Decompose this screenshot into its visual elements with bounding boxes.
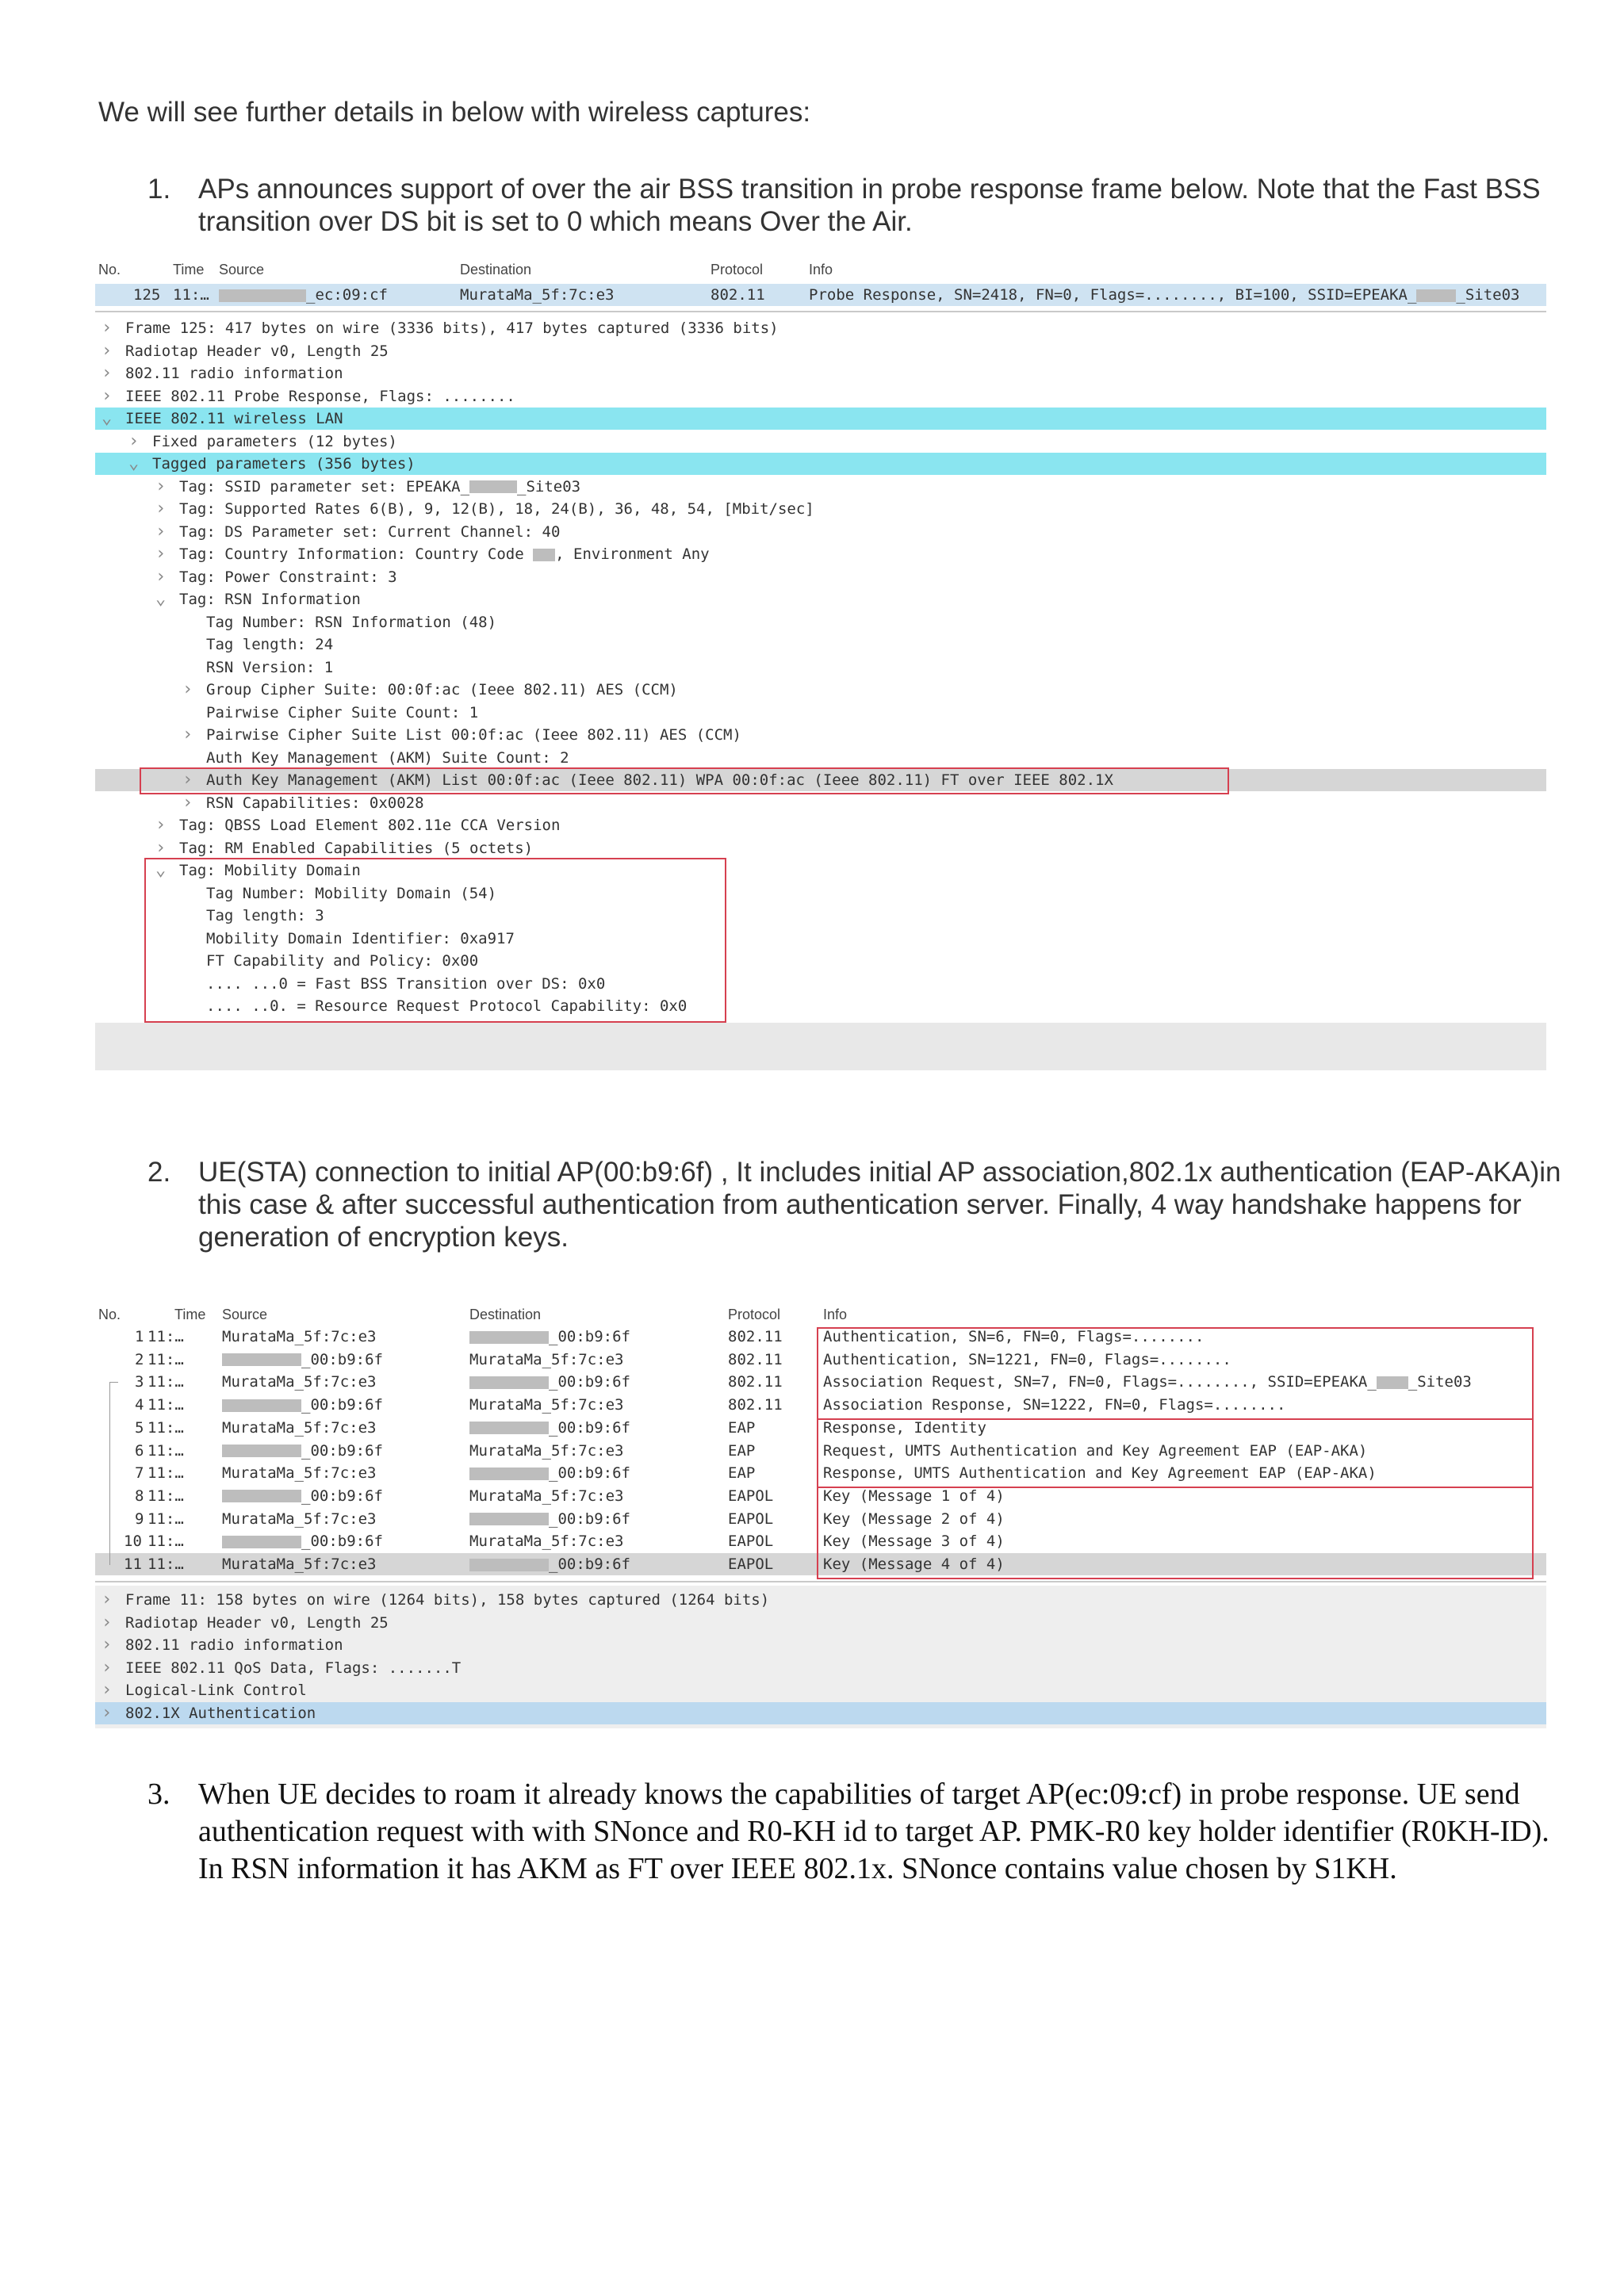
packet-source: MurataMa_5f:7c:e3: [222, 1418, 377, 1437]
tree-node-text: Pairwise Cipher Suite Count: 1: [206, 703, 479, 721]
tree-node[interactable]: [95, 792, 1546, 814]
packet-info: Request, UMTS Authentication and Key Agreement EAP (EAP-AKA): [823, 1441, 1368, 1460]
tree-node-text: Tag length: 24: [206, 636, 334, 653]
tree-node-text: Tag: SSID parameter set: EPEAKA_ _Site03: [179, 477, 581, 496]
packet-protocol: EAPOL: [728, 1533, 774, 1551]
expander-icon[interactable]: ⌄: [102, 408, 113, 428]
tree-node[interactable]: [95, 430, 1546, 453]
packet-destination: _00:b9:6f: [469, 1417, 630, 1439]
packet-destination: _00:b9:6f: [469, 1553, 630, 1575]
tree-node[interactable]: [95, 633, 1546, 656]
tree-node[interactable]: [95, 385, 1546, 408]
highlight-mobility-domain: [144, 858, 726, 1023]
tree-node-text: Tag: DS Parameter set: Current Channel: 40: [179, 522, 561, 541]
expander-icon[interactable]: ›: [128, 430, 140, 451]
packet-time: 11:…: [147, 1533, 184, 1551]
expander-icon[interactable]: ›: [155, 499, 167, 519]
col-time[interactable]: Time: [174, 1307, 206, 1322]
packet-no: 9: [135, 1510, 144, 1528]
list-number: 3.: [147, 1777, 170, 1811]
expander-icon[interactable]: ›: [102, 1590, 113, 1609]
expander-icon[interactable]: ›: [102, 318, 113, 338]
packet-time: 11:…: [147, 1556, 184, 1573]
tree-node-text: Tag length: 3: [206, 907, 324, 924]
packet-source: MurataMa_5f:7c:e3: [222, 1556, 377, 1573]
tree-node[interactable]: [95, 1634, 1546, 1656]
packet-destination: _00:b9:6f: [469, 1371, 630, 1393]
tree-node-text: Tag: QBSS Load Element 802.11e CCA Version: [179, 817, 561, 834]
packet-no: 8: [135, 1487, 144, 1505]
packet-time: 11:…: [147, 1510, 184, 1528]
expander-icon[interactable]: ›: [182, 770, 193, 790]
tree-node-text: Auth Key Management (AKM) Suite Count: 2: [206, 748, 569, 767]
packet-no: 6: [135, 1441, 144, 1460]
tree-node[interactable]: [95, 362, 1546, 385]
col-destination[interactable]: Destination: [469, 1307, 542, 1322]
col-no[interactable]: No.: [98, 1307, 121, 1322]
packet-info: Association Request, SN=7, FN=0, Flags=........, SSID=EPEAKA_ _Site03: [823, 1373, 1472, 1391]
packet-no: 5: [135, 1418, 144, 1437]
packet-time: 11:…: [147, 1328, 184, 1345]
packet-info: Key (Message 4 of 4): [823, 1556, 1005, 1573]
packet-destination: _00:b9:6f: [469, 1508, 630, 1530]
packet-destination: _00:b9:6f: [469, 1326, 630, 1348]
col-source[interactable]: Source: [222, 1307, 268, 1322]
packet-time: 11:…: [147, 1441, 184, 1460]
packet-details-tree: [95, 1586, 1546, 1728]
col-protocol[interactable]: Protocol: [728, 1307, 781, 1322]
col-info[interactable]: Info: [809, 262, 833, 277]
col-source[interactable]: Source: [219, 262, 265, 277]
packet-protocol: 802.11: [728, 1350, 783, 1368]
tree-node[interactable]: [95, 521, 1546, 543]
tree-node[interactable]: [95, 498, 1546, 520]
col-destination[interactable]: Destination: [460, 262, 532, 277]
expander-icon[interactable]: ›: [155, 476, 167, 496]
tree-node-text: Auth Key Management (AKM) List 00:0f:ac (Ieee 802.11) WPA 00:0f:ac (Ieee 802.11) FT over IEEE 802.1X: [206, 771, 1113, 789]
tree-node[interactable]: [95, 476, 1546, 498]
tree-node-text: .... ..0. = Resource Request Protocol Capability: 0x0: [206, 997, 688, 1015]
tree-node[interactable]: [95, 1702, 1546, 1724]
tree-node[interactable]: [95, 814, 1546, 836]
col-info[interactable]: Info: [823, 1307, 848, 1322]
list-number: 2.: [147, 1157, 171, 1188]
packet-info: Authentication, SN=1221, FN=0, Flags=........: [823, 1350, 1231, 1368]
highlight-eap: [817, 1418, 1534, 1488]
col-time[interactable]: Time: [173, 262, 205, 277]
tree-node-text: 802.11 radio information: [125, 1636, 343, 1654]
packet-no: 10: [124, 1533, 142, 1551]
tree-node[interactable]: [95, 566, 1546, 588]
expander-icon[interactable]: ›: [102, 1702, 113, 1723]
tree-node[interactable]: [95, 588, 1546, 610]
packet-time: 11:…: [147, 1396, 184, 1414]
expander-icon[interactable]: ›: [102, 1635, 113, 1655]
tree-node[interactable]: [95, 837, 1546, 859]
packet-source: _00:b9:6f: [222, 1485, 383, 1507]
tree-node-text: Mobility Domain Identifier: 0xa917: [206, 929, 515, 947]
capture-association-handshake: [95, 1307, 1546, 1735]
pane-divider[interactable]: [95, 1581, 1546, 1582]
packet-protocol: 802.11: [728, 1373, 783, 1391]
list-text: UE(STA) connection to initial AP(00:b9:6f) , It includes initial AP association,802.1x authentication (EAP-AKA)in this case & after successful authentication from authentication server. Finally, 4 way handshake happens for generation of encryption keys.: [198, 1157, 1561, 1253]
tree-node[interactable]: [95, 611, 1546, 633]
expander-icon[interactable]: ›: [155, 521, 167, 541]
expander-icon[interactable]: ›: [155, 544, 167, 564]
packet-protocol: 802.11: [728, 1396, 783, 1414]
packet-destination: MurataMa_5f:7c:e3: [469, 1441, 624, 1460]
packet-time: 11:…: [147, 1350, 184, 1368]
packet-source: _ec:09:cf: [219, 284, 388, 306]
packet-source: _00:b9:6f: [222, 1440, 383, 1462]
bytes-pane: [95, 1023, 1546, 1070]
tree-node[interactable]: [95, 1612, 1546, 1634]
packet-source: MurataMa_5f:7c:e3: [222, 1464, 377, 1483]
tree-node[interactable]: [95, 679, 1546, 701]
expander-icon[interactable]: ⌄: [155, 860, 167, 880]
packet-no: 7: [135, 1464, 144, 1483]
tree-node-text: IEEE 802.11 wireless LAN: [125, 410, 343, 427]
packet-info: Key (Message 3 of 4): [823, 1533, 1005, 1551]
tree-node-text: 802.1X Authentication: [125, 1704, 316, 1722]
packet-destination: MurataMa_5f:7c:e3: [469, 1487, 624, 1505]
highlight-akm-list: [140, 767, 1229, 794]
packet-protocol: 802.11: [728, 1328, 783, 1345]
expander-icon[interactable]: ⌄: [128, 453, 140, 473]
packet-source: _00:b9:6f: [222, 1394, 383, 1416]
packet-info: Response, Identity: [823, 1418, 986, 1437]
expander-icon[interactable]: ›: [182, 792, 193, 813]
expander-icon[interactable]: ›: [182, 679, 193, 699]
tree-node[interactable]: [95, 408, 1546, 430]
tree-node-text: IEEE 802.11 QoS Data, Flags: .......T: [125, 1659, 462, 1677]
tree-node[interactable]: [95, 702, 1546, 724]
packet-protocol: EAP: [728, 1464, 756, 1483]
tree-node-text: Frame 125: 417 bytes on wire (3336 bits), 417 bytes captured (3336 bits): [125, 320, 779, 337]
tree-node[interactable]: [95, 1679, 1546, 1701]
tree-node-text: Group Cipher Suite: 00:0f:ac (Ieee 802.11) AES (CCM): [206, 681, 678, 698]
packet-source: MurataMa_5f:7c:e3: [222, 1328, 377, 1345]
tree-node-text: RSN Version: 1: [206, 658, 334, 676]
list-text-para-2: In RSN information it has AKM as FT over IEEE 802.1x. SNonce contains value chosen by S1KH.: [198, 1852, 1397, 1885]
tree-node-text: Pairwise Cipher Suite List 00:0f:ac (Ieee 802.11) AES (CCM): [206, 726, 741, 744]
tree-node-text: Tag Number: RSN Information (48): [206, 613, 497, 631]
highlight-4way-handshake: [817, 1487, 1534, 1579]
expander-icon[interactable]: ›: [102, 363, 113, 383]
packet-protocol: EAP: [728, 1418, 756, 1437]
tree-node-text: Tag: Country Information: Country Code , Environment Any: [179, 545, 710, 563]
packet-time: 11:…: [173, 286, 209, 304]
tree-node-text: Frame 11: 158 bytes on wire (1264 bits), 158 bytes captured (1264 bits): [125, 1591, 770, 1609]
tree-node-text: Tagged parameters (356 bytes): [152, 455, 416, 473]
expander-icon[interactable]: ›: [102, 1612, 113, 1632]
tree-node[interactable]: [95, 543, 1546, 565]
list-text: APs announces support of over the air BSS transition in probe response frame below. Note that the Fast BSS transition over DS bit is set to 0 which means Over the Air.: [198, 174, 1541, 237]
tree-node[interactable]: [95, 1657, 1546, 1679]
packet-destination: MurataMa_5f:7c:e3: [460, 286, 615, 304]
tree-node[interactable]: [95, 724, 1546, 746]
expander-icon[interactable]: ›: [155, 837, 167, 858]
packet-info: Key (Message 2 of 4): [823, 1510, 1005, 1528]
tree-node-text: Tag: RM Enabled Capabilities (5 octets): [179, 839, 534, 857]
packet-protocol: EAPOL: [728, 1510, 774, 1528]
packet-protocol: EAPOL: [728, 1487, 774, 1505]
tree-node-text: Tag: Power Constraint: 3: [179, 568, 397, 586]
packet-time: 11:…: [147, 1487, 184, 1505]
list-number: 1.: [147, 174, 171, 205]
packet-info: Association Response, SN=1222, FN=0, Flags=........: [823, 1396, 1286, 1414]
expander-icon[interactable]: ⌄: [155, 589, 167, 609]
tree-node-text: Tag: Mobility Domain: [179, 862, 361, 879]
packet-protocol: 802.11: [710, 286, 765, 304]
tree-node-text: .... ...0 = Fast BSS Transition over DS: 0x0: [206, 974, 606, 993]
expander-icon[interactable]: ›: [155, 815, 167, 835]
conversation-bracket: [109, 1382, 118, 1565]
col-protocol[interactable]: Protocol: [710, 262, 764, 277]
tree-node[interactable]: [95, 317, 1546, 339]
expander-icon[interactable]: ›: [102, 1680, 113, 1700]
col-no[interactable]: No.: [98, 262, 121, 277]
tree-node-text: Tag Number: Mobility Domain (54): [206, 884, 497, 902]
expander-icon[interactable]: ›: [102, 1657, 113, 1678]
tree-node[interactable]: [95, 1589, 1546, 1611]
packet-destination: MurataMa_5f:7c:e3: [469, 1350, 624, 1368]
tree-node-text: Radiotap Header v0, Length 25: [125, 1613, 389, 1632]
packet-info: Response, UMTS Authentication and Key Agreement EAP (EAP-AKA): [823, 1464, 1377, 1483]
capture-probe-response: [95, 262, 1546, 1070]
expander-icon[interactable]: ›: [182, 725, 193, 744]
packet-info: Probe Response, SN=2418, FN=0, Flags=........, BI=100, SSID=EPEAKA_ _Site03: [809, 286, 1520, 304]
highlight-auth-assoc: [817, 1327, 1534, 1420]
packet-list-header: [95, 262, 1546, 279]
packet-destination: MurataMa_5f:7c:e3: [469, 1396, 624, 1414]
pane-divider[interactable]: [95, 311, 1546, 312]
packet-destination: _00:b9:6f: [469, 1462, 630, 1484]
tree-node-text: Tag: RSN Information: [179, 591, 361, 608]
packet-row[interactable]: [95, 284, 1546, 306]
expander-icon[interactable]: ›: [102, 385, 113, 406]
packet-protocol: EAPOL: [728, 1556, 774, 1573]
packet-source: MurataMa_5f:7c:e3: [222, 1373, 377, 1391]
packet-list-header: [95, 1307, 1546, 1324]
packet-info: Key (Message 1 of 4): [823, 1487, 1005, 1505]
packet-no: 4: [135, 1396, 144, 1414]
tree-node[interactable]: [95, 340, 1546, 362]
list-text-para: When UE decides to roam it already knows the capabilities of target AP(ec:09:cf) in probe response. UE send authentication request with with SNonce and R0-KH id to target AP. PMK-R0 key holder identifier (R0KH-ID).: [198, 1777, 1549, 1848]
packet-time: 11:…: [147, 1418, 184, 1437]
expander-icon[interactable]: ›: [155, 566, 167, 587]
expander-icon[interactable]: ›: [102, 340, 113, 361]
tree-node[interactable]: [95, 656, 1546, 679]
tree-node[interactable]: [95, 453, 1546, 475]
tree-node-text: RSN Capabilities: 0x0028: [206, 794, 424, 812]
tree-node-text: FT Capability and Policy: 0x00: [206, 952, 479, 970]
packet-source: _00:b9:6f: [222, 1530, 383, 1552]
tree-node-text: Logical-Link Control: [125, 1682, 307, 1699]
tree-node-text: IEEE 802.11 Probe Response, Flags: ........: [125, 387, 515, 405]
tree-node-text: Tag: Supported Rates 6(B), 9, 12(B), 18, 24(B), 36, 48, 54, [Mbit/sec]: [179, 500, 814, 518]
packet-no: 1: [135, 1328, 144, 1345]
packet-no: 125: [133, 286, 161, 304]
tree-node-text: Fixed parameters (12 bytes): [152, 432, 397, 450]
packet-info: Authentication, SN=6, FN=0, Flags=........: [823, 1328, 1205, 1345]
list-text: [198, 1776, 1562, 1888]
tree-node-text: 802.11 radio information: [125, 365, 343, 382]
packet-time: 11:…: [147, 1373, 184, 1391]
packet-protocol: EAP: [728, 1441, 756, 1460]
packet-destination: MurataMa_5f:7c:e3: [469, 1533, 624, 1551]
packet-no: 3: [135, 1373, 144, 1391]
packet-no: 2: [135, 1350, 144, 1368]
packet-no: 11: [124, 1556, 142, 1573]
packet-source: _00:b9:6f: [222, 1349, 383, 1371]
packet-source: MurataMa_5f:7c:e3: [222, 1510, 377, 1528]
packet-time: 11:…: [147, 1464, 184, 1483]
tree-node-text: Radiotap Header v0, Length 25: [125, 342, 389, 360]
intro-text: We will see further details in below with wireless captures:: [98, 97, 811, 128]
tree-node[interactable]: [95, 747, 1546, 769]
